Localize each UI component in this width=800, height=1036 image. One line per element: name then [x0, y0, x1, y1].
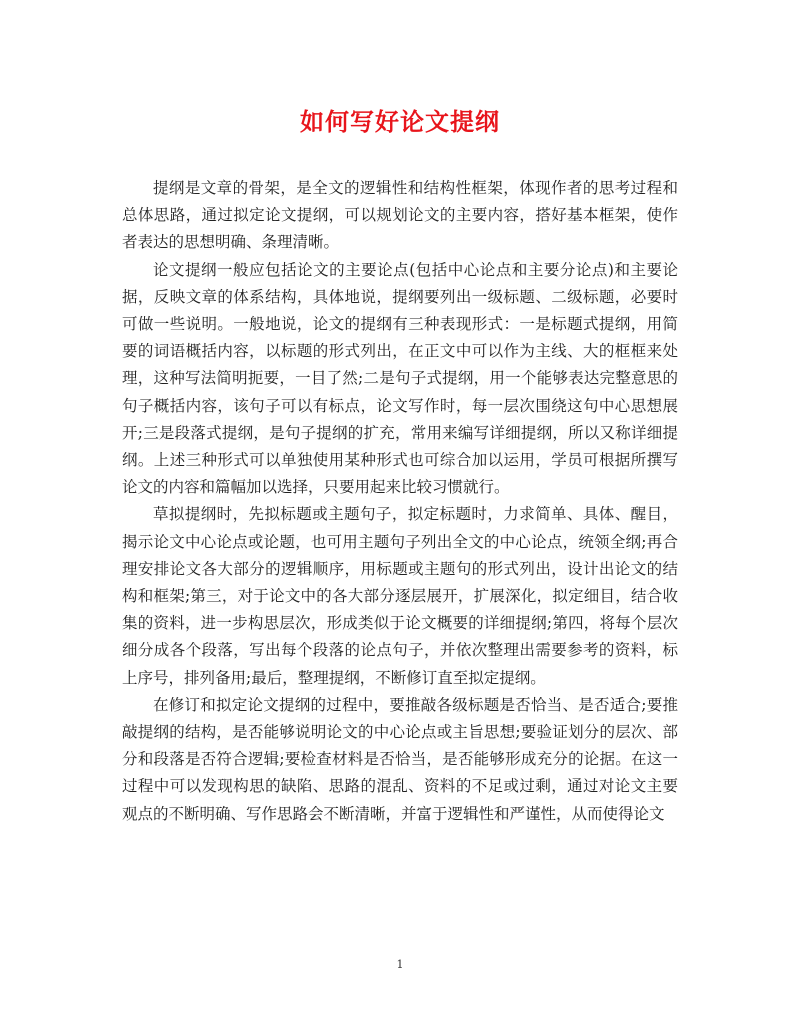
paragraph-2: 论文提纲一般应包括论文的主要论点(包括中心论点和主要分论点)和主要论据，反映文章的体系结构，具体地说，提纲要列出一级标题、二级标题，必要时可做一些说明。一般地说，论文的提纲有三种表现形式：一是标题式提纲，用简要的词语概括内容，以标题的形式列出，在正文中可以作为主线、大的框框来处理，这种写法简明扼要，一目了然;二是句子式提纲，用一个能够表达完整意思的句子概括内容，该句子可以有标点，论文写作时，每一层次围绕这句中心思想展开;三是段落式提纲，是句子提纲的扩充，常用来编写详细提纲，所以又称详细提纲。上述三种形式可以单独使用某种形式也可综合加以运用，学员可根据所撰写论文的内容和篇幅加以选择，只要用起来比较习惯就行。 [122, 260, 678, 497]
paragraph-4: 在修订和拟定论文提纲的过程中，要推敲各级标题是否恰当、是否适合;要推敲提纲的结构，是否能够说明论文的中心论点或主旨思想;要验证划分的层次、部分和段落是否符合逻辑;要检查材料是否恰当，是否能够形成充分的论据。在这一过程中可以发现构思的缺陷、思路的混乱、资料的不足或过剩，通过对论文主要观点的不断明确、写作思路会不断清晰，并富于逻辑性和严谨性，从而使得论文 [122, 695, 678, 823]
document-body [122, 175, 678, 828]
paragraph-1: 提纲是文章的骨架，是全文的逻辑性和结构性框架，体现作者的思考过程和总体思路，通过拟定论文提纲，可以规划论文的主要内容，搭好基本框架，使作者表达的思想明确、条理清晰。 [122, 179, 678, 252]
paragraph-3: 草拟提纲时，先拟标题或主题句子，拟定标题时，力求简单、具体、醒目，揭示论文中心论点或论题，也可用主题句子列出全文的中心论点，统领全纲;再合理安排论文各大部分的逻辑顺序，用标题或主题句的形式列出，设计出论文的结构和框架;第三，对于论文中的各大部分逐层展开，扩展深化，拟定细目，结合收集的资料，进一步构思层次，形成类似于论文概要的详细提纲;第四，将每个层次细分成各个段落，写出每个段落的论点句子，并依次整理出需要参考的资料，标上序号，排列备用;最后，整理提纲，不断修订直至拟定提纲。 [122, 505, 678, 687]
document-title: 如何写好论文提纲 [300, 107, 500, 136]
page-number: 1 [396, 958, 404, 971]
